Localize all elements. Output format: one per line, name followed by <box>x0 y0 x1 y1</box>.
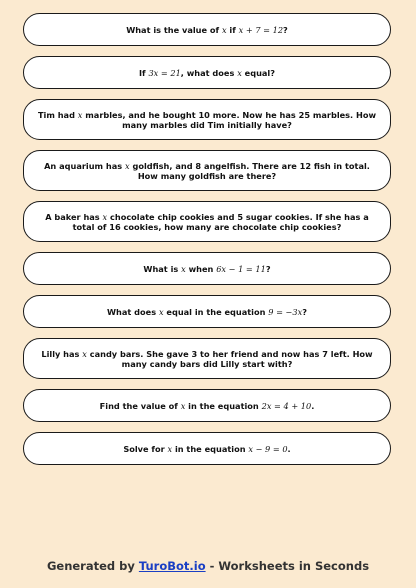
question-card <box>23 338 391 379</box>
question-card <box>23 295 391 328</box>
question-text: Solve for x in the equation x − 9 = 0. <box>123 443 291 454</box>
question-card <box>23 201 391 242</box>
question-text: Tim had x marbles, and he bought 10 more. Now he has 25 marbles. How many marbles did Tim initially have? <box>37 109 377 130</box>
question-card <box>23 432 391 465</box>
question-text: What is the value of x if x + 7 = 12? <box>126 24 288 35</box>
turobot-link[interactable]: TuroBot.io <box>138 559 206 573</box>
footer-prefix: Generated by <box>46 559 139 573</box>
question-text: If 3x = 21, what does x equal? <box>139 67 275 78</box>
footer <box>0 559 416 573</box>
question-text: Find the value of x in the equation 2x = 4 + 10. <box>99 400 315 411</box>
question-card <box>23 13 391 46</box>
question-text: What is x when 6x − 1 = 11? <box>143 263 271 274</box>
question-text: Lilly has x candy bars. She gave 3 to her friend and now has 7 left. How many candy bars did Lilly start with? <box>41 348 373 369</box>
question-card <box>23 99 391 140</box>
question-text: A baker has x chocolate chip cookies and 5 sugar cookies. If she has a total of 16 cookies, how many are chocolate chip cookies? <box>45 211 369 232</box>
question-text: What does x equal in the equation 9 = −3x? <box>107 306 307 317</box>
question-card <box>23 56 391 89</box>
question-card <box>23 150 391 191</box>
question-card <box>23 389 391 422</box>
question-card <box>23 252 391 285</box>
question-text: An aquarium has x goldfish, and 8 angelfish. There are 12 fish in total. How many goldfish are there? <box>44 160 370 181</box>
footer-suffix: - Worksheets in Seconds <box>205 559 370 573</box>
